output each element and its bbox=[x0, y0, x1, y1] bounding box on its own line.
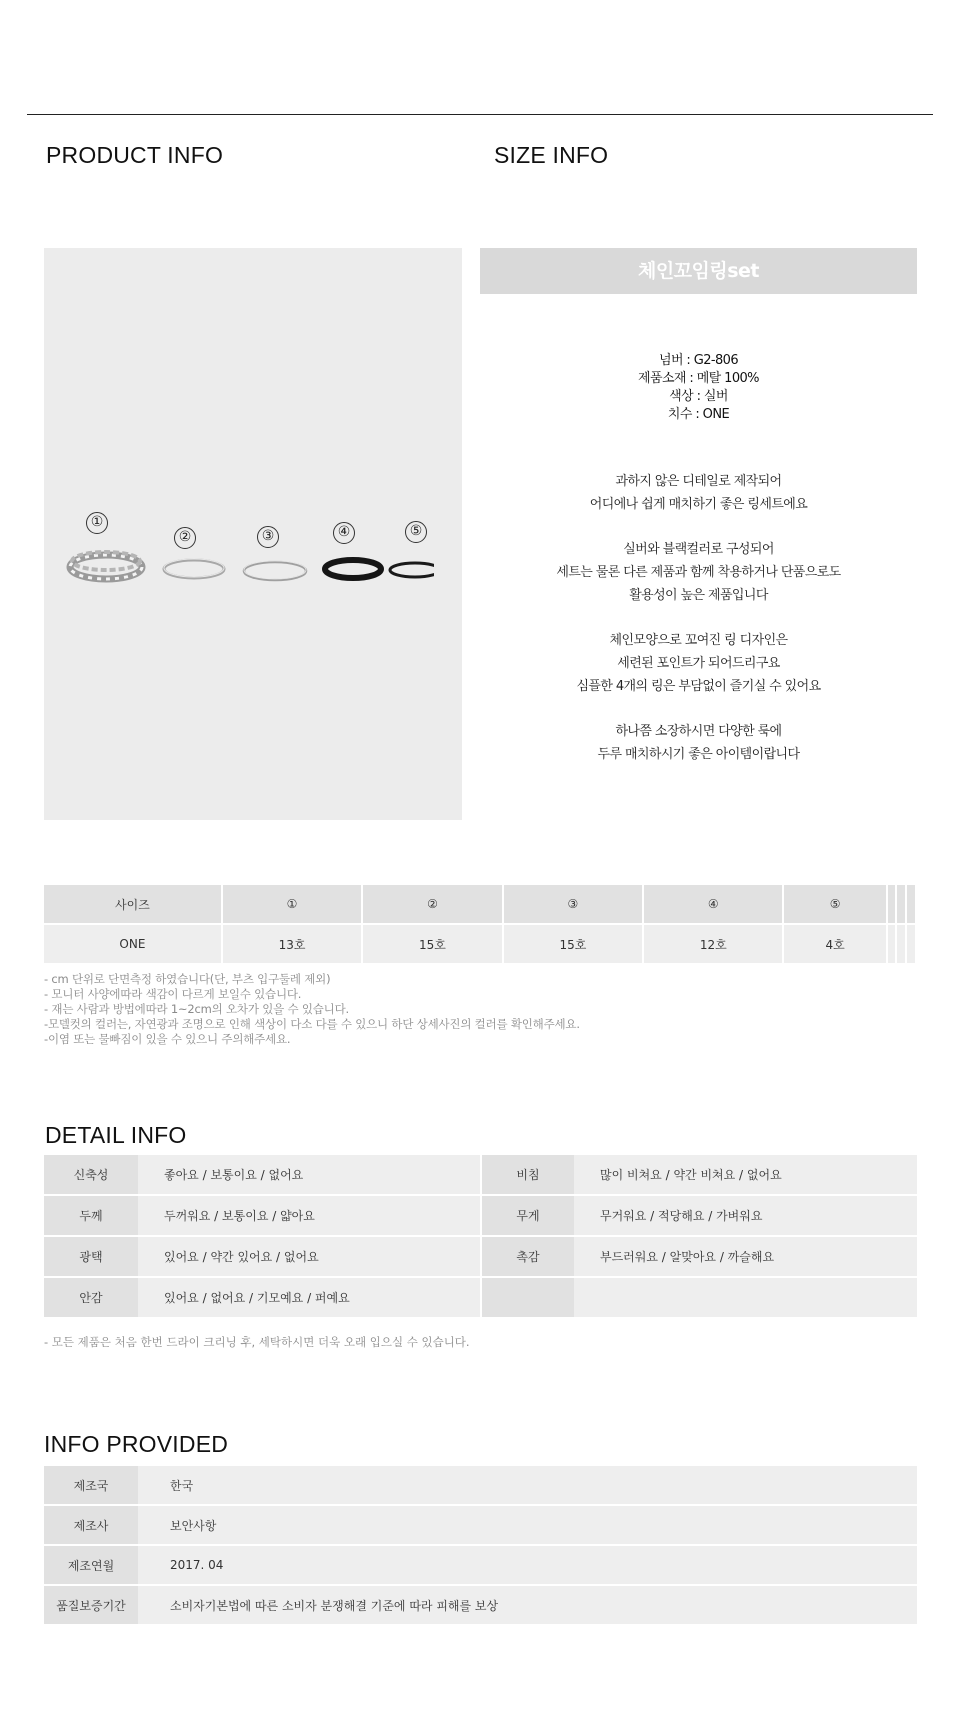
size-value-cell: 12호 bbox=[644, 925, 784, 965]
size-note: - cm 단위로 단면측정 하였습니다(단, 부츠 입구둘레 제외) bbox=[44, 972, 331, 986]
detail-info-title: DETAIL INFO bbox=[45, 1122, 187, 1148]
size-table bbox=[44, 885, 917, 965]
size-header-cell: ① bbox=[223, 885, 363, 925]
rings-illustration bbox=[54, 543, 434, 593]
provided-row bbox=[44, 1466, 917, 1506]
detail-value: 있어요 / 약간 있어요 / 없어요 bbox=[138, 1237, 480, 1278]
size-note: -모델컷의 컬러는, 자연광과 조명으로 인해 색상이 다소 다를 수 있으니 하단 상세사진의 컬러를 확인해주세요. bbox=[44, 1017, 580, 1031]
info-provided-title: INFO PROVIDED bbox=[44, 1431, 229, 1457]
size-header-cell: 사이즈 bbox=[44, 885, 223, 925]
provided-label: 제조국 bbox=[44, 1466, 138, 1506]
detail-label bbox=[480, 1278, 574, 1319]
detail-label: 촉감 bbox=[480, 1237, 574, 1278]
size-header-cell bbox=[888, 885, 898, 925]
info-provided-table bbox=[44, 1466, 917, 1626]
size-header-cell bbox=[897, 885, 907, 925]
size-header-cell bbox=[907, 885, 917, 925]
size-value-cell bbox=[888, 925, 898, 965]
detail-label: 광택 bbox=[44, 1237, 138, 1278]
description-line: 세트는 물론 다른 제품과 함께 착용하거나 단품으로도 bbox=[556, 565, 841, 580]
care-note: - 모든 제품은 처음 한번 드라이 크리닝 후, 세탁하시면 더욱 오래 입으실 수 있습니다. bbox=[44, 1335, 470, 1349]
size-note: -이염 또는 물빠짐이 있을 수 있으니 주의해주세요. bbox=[44, 1032, 291, 1046]
size-value-cell: 15호 bbox=[504, 925, 644, 965]
ring-number-5: ⑤ bbox=[405, 521, 427, 543]
size-info-title: SIZE INFO bbox=[494, 142, 609, 168]
size-value-cell: ONE bbox=[44, 925, 223, 965]
detail-row bbox=[44, 1237, 917, 1278]
provided-label: 품질보증기간 bbox=[44, 1586, 138, 1626]
detail-row bbox=[44, 1155, 917, 1196]
provided-label: 제조연월 bbox=[44, 1546, 138, 1586]
size-note: - 재는 사람과 방법에따라 1~2cm의 오차가 있을 수 있습니다. bbox=[44, 1002, 349, 1016]
size-table-row bbox=[44, 925, 917, 965]
spec-size: 치수 : ONE bbox=[667, 407, 730, 422]
black-thin-ring-icon bbox=[390, 563, 434, 577]
description-line: 세련된 포인트가 되어드리구요 bbox=[617, 656, 780, 671]
product-set-banner: 체인꼬임링set bbox=[480, 248, 917, 294]
provided-row bbox=[44, 1586, 917, 1626]
detail-row bbox=[44, 1278, 917, 1319]
provided-label: 제조사 bbox=[44, 1506, 138, 1546]
description-paragraph bbox=[480, 629, 917, 698]
provided-value: 2017. 04 bbox=[138, 1546, 917, 1586]
product-description bbox=[480, 470, 917, 788]
detail-row bbox=[44, 1196, 917, 1237]
description-line: 체인모양으로 꼬여진 링 디자인은 bbox=[609, 633, 788, 648]
spec-number: 넘버 : G2-806 bbox=[658, 353, 738, 368]
description-paragraph bbox=[480, 538, 917, 607]
description-line: 심플한 4개의 링은 부담없이 즐기실 수 있어요 bbox=[576, 679, 821, 694]
product-info-title: PRODUCT INFO bbox=[46, 142, 224, 168]
detail-value: 무거워요 / 적당해요 / 가벼워요 bbox=[574, 1196, 917, 1237]
detail-value: 부드러워요 / 알맞아요 / 까슬해요 bbox=[574, 1237, 917, 1278]
size-header-cell: ④ bbox=[644, 885, 784, 925]
description-line: 실버와 블랙컬러로 구성되어 bbox=[623, 542, 774, 557]
ring-number-3: ③ bbox=[257, 526, 279, 548]
provided-row bbox=[44, 1506, 917, 1546]
size-value-cell bbox=[907, 925, 917, 965]
size-value-cell bbox=[897, 925, 907, 965]
description-line: 과하지 않은 디테일로 제작되어 bbox=[615, 474, 782, 489]
spec-material: 제품소재 : 메탈 100% bbox=[638, 371, 759, 386]
detail-table bbox=[44, 1155, 917, 1319]
size-header-cell: ② bbox=[363, 885, 503, 925]
size-header-cell: ③ bbox=[504, 885, 644, 925]
provided-row bbox=[44, 1546, 917, 1586]
detail-value: 두꺼워요 / 보통이요 / 얇아요 bbox=[138, 1196, 480, 1237]
spec-list bbox=[480, 352, 917, 424]
detail-label: 두께 bbox=[44, 1196, 138, 1237]
size-value-cell: 4호 bbox=[784, 925, 887, 965]
description-paragraph bbox=[480, 720, 917, 766]
description-line: 어디에나 쉽게 매치하기 좋은 링세트에요 bbox=[589, 497, 808, 512]
description-line: 하나쯤 소장하시면 다양한 룩에 bbox=[615, 724, 782, 739]
description-line: 활용성이 높은 제품입니다 bbox=[629, 588, 768, 603]
ring-number-2: ② bbox=[174, 527, 196, 549]
provided-value: 보안사항 bbox=[138, 1506, 917, 1546]
detail-value bbox=[574, 1278, 917, 1319]
product-photo bbox=[44, 248, 462, 820]
top-divider bbox=[27, 114, 933, 115]
detail-label: 무게 bbox=[480, 1196, 574, 1237]
detail-value: 많이 비쳐요 / 약간 비쳐요 / 없어요 bbox=[574, 1155, 917, 1196]
detail-value: 있어요 / 없어요 / 기모예요 / 퍼예요 bbox=[138, 1278, 480, 1319]
detail-label: 안감 bbox=[44, 1278, 138, 1319]
silver-thin-ring-icon bbox=[244, 561, 306, 580]
detail-label: 신축성 bbox=[44, 1155, 138, 1196]
description-paragraph bbox=[480, 470, 917, 516]
size-note: - 모니터 사양에따라 색감이 다르게 보일수 있습니다. bbox=[44, 987, 302, 1001]
provided-value: 한국 bbox=[138, 1466, 917, 1506]
description-line: 두루 매치하시기 좋은 아이템이랍니다 bbox=[597, 747, 800, 762]
detail-label: 비침 bbox=[480, 1155, 574, 1196]
size-table-header bbox=[44, 885, 917, 925]
size-value-cell: 13호 bbox=[223, 925, 363, 965]
size-header-cell: ⑤ bbox=[784, 885, 887, 925]
silver-band-ring-icon bbox=[164, 559, 224, 578]
detail-value: 좋아요 / 보통이요 / 없어요 bbox=[138, 1155, 480, 1196]
ring-number-1: ① bbox=[86, 512, 108, 534]
size-value-cell: 15호 bbox=[363, 925, 503, 965]
spec-color: 색상 : 실버 bbox=[669, 389, 728, 404]
chain-ring-icon bbox=[70, 552, 142, 579]
size-notes bbox=[44, 972, 580, 1047]
provided-value: 소비자기본법에 따른 소비자 분쟁해결 기준에 따라 피해를 보상 bbox=[138, 1586, 917, 1626]
black-wide-ring-icon bbox=[325, 560, 381, 578]
ring-number-4: ④ bbox=[333, 522, 355, 544]
